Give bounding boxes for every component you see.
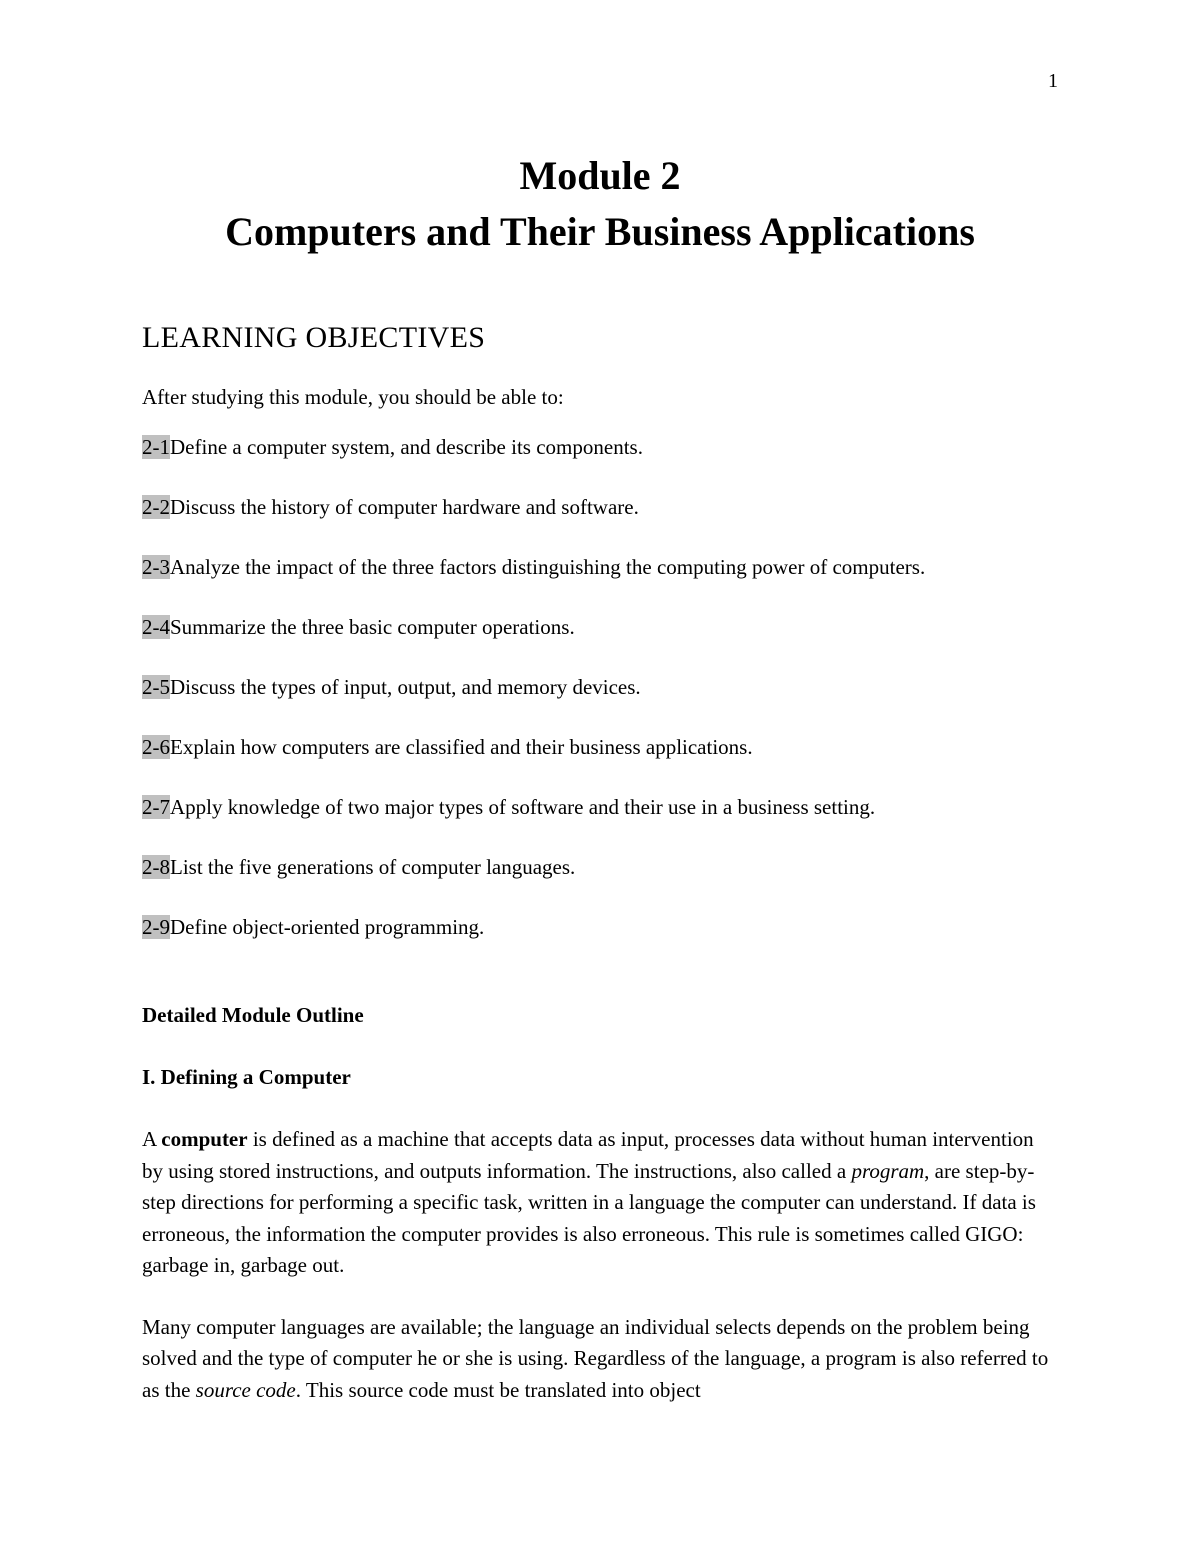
term-computer: computer [161, 1127, 248, 1151]
objective-item [142, 552, 1058, 582]
objective-text: Discuss the history of computer hardware and software. [170, 495, 639, 519]
objective-text: Define object-oriented programming. [170, 915, 485, 939]
objective-item [142, 912, 1058, 942]
text-run: . This source code must be translated into object [295, 1377, 701, 1402]
paragraph-computer-languages [142, 1312, 1058, 1407]
title-block [0, 148, 1200, 260]
objective-number: 2-4 [142, 615, 170, 639]
objective-text: Analyze the impact of the three factors distinguishing the computing power of computers. [170, 555, 926, 579]
objective-number: 2-1 [142, 435, 170, 459]
objective-text: Explain how computers are classified and their business applications. [170, 735, 753, 759]
learning-objectives-heading: LEARNING OBJECTIVES [142, 321, 486, 354]
page-number: 1 [1048, 70, 1058, 92]
objective-number: 2-2 [142, 495, 170, 519]
text-run: , are step-by-step directions for performing a specific task, written in a language the computer can understand. If data is erroneous, the information the computer provides is also erroneous. This rule is sometimes called GIGO: garbage in, garbage out. [142, 1158, 1036, 1277]
text-run: Many computer languages are available; the language an individual selects depends on the problem being solved and the type of computer he or she is using. Regardless of the language, a program is also referred to as the [142, 1314, 1049, 1402]
objective-item [142, 492, 1058, 522]
objective-text: Discuss the types of input, output, and memory devices. [170, 675, 641, 699]
paragraph-computer-definition [142, 1124, 1058, 1282]
term-program: program [851, 1158, 925, 1183]
text-run: A [142, 1127, 162, 1151]
objective-item [142, 432, 1058, 462]
objective-text: Define a computer system, and describe its components. [170, 435, 643, 459]
objective-item [142, 672, 1058, 702]
objective-number: 2-8 [142, 855, 170, 879]
objective-number: 2-7 [142, 795, 170, 819]
module-title: Module 2 [519, 153, 681, 198]
objective-text: Summarize the three basic computer operations. [170, 615, 575, 639]
outline-heading: Detailed Module Outline [142, 1003, 364, 1027]
section-heading-defining-computer: I. Defining a Computer [142, 1065, 351, 1089]
objective-item [142, 792, 1058, 822]
objective-item [142, 852, 1058, 882]
main-content [142, 318, 1058, 1436]
objective-number: 2-5 [142, 675, 170, 699]
objective-number: 2-6 [142, 735, 170, 759]
objective-number: 2-3 [142, 555, 170, 579]
module-subtitle: Computers and Their Business Applications [225, 209, 975, 254]
objective-text: Apply knowledge of two major types of software and their use in a business setting. [170, 795, 876, 819]
objective-item [142, 732, 1058, 762]
objective-number: 2-9 [142, 915, 170, 939]
objective-text: List the five generations of computer languages. [170, 855, 576, 879]
text-run: is defined as a machine that accepts data as input, processes data without human intervention by using stored instructions, and outputs information. The instructions, also called a [142, 1127, 1034, 1183]
objectives-intro: After studying this module, you should be able to: [142, 385, 564, 409]
objective-item [142, 612, 1058, 642]
term-source-code: source code [195, 1377, 296, 1402]
